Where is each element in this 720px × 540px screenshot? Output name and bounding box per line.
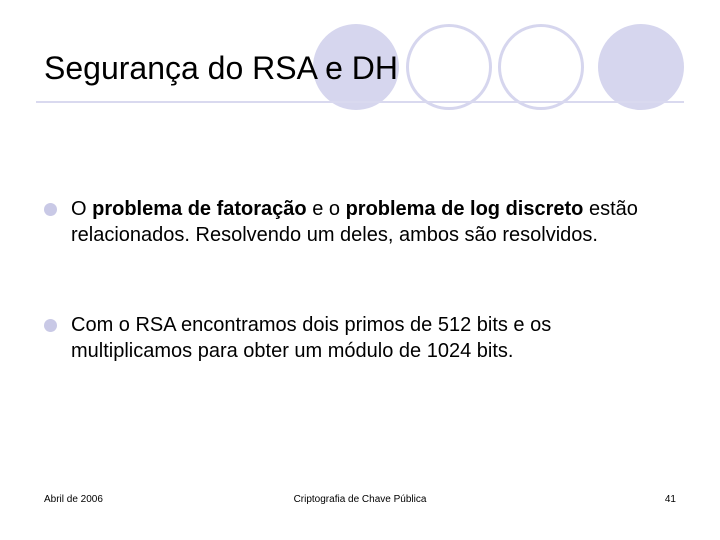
- slide-title: Segurança do RSA e DH: [44, 50, 398, 86]
- title-divider: [36, 101, 684, 103]
- decor-circle-4: [598, 24, 684, 110]
- page-number: 41: [664, 494, 676, 505]
- decor-circle-3: [498, 24, 584, 110]
- bullet-dot-icon: [44, 319, 57, 332]
- bullet-run: e o: [306, 198, 346, 220]
- footer-date: Abril de 2006: [44, 494, 103, 505]
- bullet-run: Com o RSA encontramos dois primos de 512 bits e os multiplicamos para obter um módulo de 1024 bits.: [71, 314, 552, 362]
- bullet-emphasis: problema de fatoração: [92, 198, 307, 220]
- bullet-run: estão relacionados. Resolvendo um deles, ambos são resolvidos.: [71, 198, 638, 246]
- footer-title: Criptografia de Chave Pública: [293, 494, 427, 505]
- bullet-dot-icon: [44, 203, 57, 216]
- bullet-emphasis: problema de log discreto: [345, 198, 584, 220]
- decor-circle-2: [406, 24, 492, 110]
- bullet-text: [71, 196, 671, 248]
- bullet-text: [71, 312, 671, 364]
- bullet-run: O: [71, 198, 93, 220]
